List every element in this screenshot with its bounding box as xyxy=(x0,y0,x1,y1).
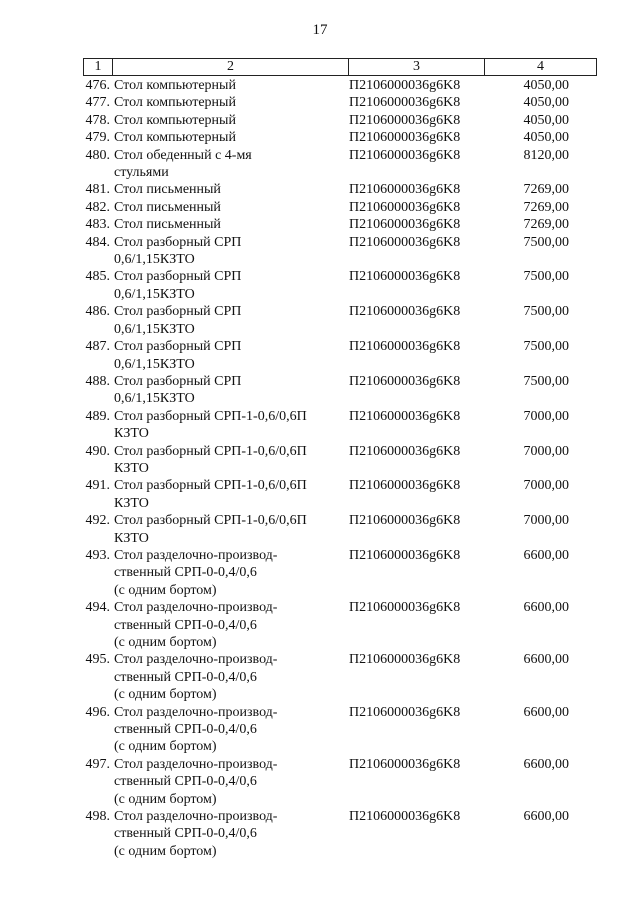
item-price: 7000,00 xyxy=(523,408,569,424)
item-code: П2106000036g6K8 xyxy=(349,756,461,772)
row-number: 498. xyxy=(85,809,110,825)
item-price: 6600,00 xyxy=(523,756,569,772)
row-number: 478. xyxy=(85,112,110,128)
item-code: П2106000036g6K8 xyxy=(349,373,461,389)
item-name: Стол письменный xyxy=(114,217,221,233)
item-code: П2106000036g6K8 xyxy=(349,112,461,128)
table-row xyxy=(83,512,597,547)
item-name: Стол компьютерный xyxy=(114,112,236,128)
item-name: Стол разборный СРП-1-0,6/0,6П КЗТО xyxy=(114,443,307,476)
item-price: 4050,00 xyxy=(523,112,569,128)
row-number: 481. xyxy=(85,182,110,198)
row-number: 484. xyxy=(85,234,110,250)
item-code: П2106000036g6K8 xyxy=(349,809,461,825)
row-number: 490. xyxy=(85,443,110,459)
table-row xyxy=(83,808,597,860)
item-code: П2106000036g6K8 xyxy=(349,600,461,616)
item-name: Стол компьютерный xyxy=(114,95,236,111)
item-name: Стол разделочно-производ- ственный СРП-0-0,4/0,6 (с одним бортом) xyxy=(114,547,278,598)
item-price: 6600,00 xyxy=(523,809,569,825)
table-row xyxy=(83,443,597,478)
item-name: Стол разделочно-производ- ственный СРП-0-0,4/0,6 (с одним бортом) xyxy=(114,600,278,650)
table-row xyxy=(83,77,597,94)
header-col-1: 1 xyxy=(84,59,113,75)
item-price: 6600,00 xyxy=(523,600,569,616)
row-number: 482. xyxy=(85,199,110,215)
table-row xyxy=(83,129,597,146)
item-price: 7000,00 xyxy=(523,478,569,494)
row-number: 476. xyxy=(85,78,110,93)
item-name: Стол письменный xyxy=(114,199,221,215)
item-price: 4050,00 xyxy=(523,95,569,111)
row-number: 480. xyxy=(85,147,110,163)
table-body xyxy=(83,77,597,860)
item-name: Стол разделочно-производ- ственный СРП-0-0,4/0,6 (с одним бортом) xyxy=(114,756,278,807)
table-header xyxy=(83,58,597,76)
row-number: 491. xyxy=(85,478,110,494)
item-code: П2106000036g6K8 xyxy=(349,513,461,529)
item-price: 7500,00 xyxy=(523,234,569,250)
item-price: 6600,00 xyxy=(523,547,569,563)
item-name: Стол компьютерный xyxy=(114,78,236,93)
item-name: Стол компьютерный xyxy=(114,130,236,146)
item-price: 7500,00 xyxy=(523,339,569,355)
row-number: 495. xyxy=(85,652,110,668)
table-row xyxy=(83,216,597,233)
table-row xyxy=(83,199,597,216)
item-code: П2106000036g6K8 xyxy=(349,182,461,198)
item-code: П2106000036g6K8 xyxy=(349,339,461,355)
header-col-3: 3 xyxy=(349,59,485,75)
table-row xyxy=(83,704,597,756)
row-number: 477. xyxy=(85,95,110,111)
item-name: Стол разборный СРП 0,6/1,15КЗТО xyxy=(114,269,242,302)
table-row xyxy=(83,756,597,808)
item-price: 4050,00 xyxy=(523,130,569,146)
table-row xyxy=(83,112,597,129)
item-price: 7269,00 xyxy=(523,217,569,233)
table-row xyxy=(83,234,597,269)
item-code: П2106000036g6K8 xyxy=(349,130,461,146)
item-name: Стол разделочно-производ- ственный СРП-0-0,4/0,6 (с одним бортом) xyxy=(114,704,278,755)
table-row xyxy=(83,547,597,599)
page-number: 17 xyxy=(312,22,328,38)
row-number: 485. xyxy=(85,269,110,285)
row-number: 483. xyxy=(85,217,110,233)
item-price: 7500,00 xyxy=(523,304,569,320)
item-price: 7500,00 xyxy=(523,269,569,285)
item-name: Стол письменный xyxy=(114,182,221,198)
item-name: Стол разборный СРП-1-0,6/0,6П КЗТО xyxy=(114,478,307,511)
item-name: Стол разборный СРП-1-0,6/0,6П КЗТО xyxy=(114,408,307,442)
item-code: П2106000036g6K8 xyxy=(349,304,461,320)
item-price: 7000,00 xyxy=(523,443,569,459)
row-number: 488. xyxy=(85,373,110,389)
item-code: П2106000036g6K8 xyxy=(349,443,461,459)
row-number: 494. xyxy=(85,600,110,616)
item-name: Стол разделочно-производ- ственный СРП-0-0,4/0,6 (с одним бортом) xyxy=(114,809,278,859)
table-row xyxy=(83,338,597,373)
table-row xyxy=(83,303,597,338)
item-price: 8120,00 xyxy=(523,147,569,163)
table-row xyxy=(83,651,597,703)
table-row xyxy=(83,408,597,443)
row-number: 492. xyxy=(85,513,110,529)
table-row xyxy=(83,373,597,408)
item-price: 7269,00 xyxy=(523,182,569,198)
table-row xyxy=(83,181,597,198)
item-code: П2106000036g6K8 xyxy=(349,269,461,285)
item-price: 7000,00 xyxy=(523,513,569,529)
row-number: 493. xyxy=(85,547,110,563)
item-code: П2106000036g6K8 xyxy=(349,408,461,424)
item-price: 7500,00 xyxy=(523,373,569,389)
item-code: П2106000036g6K8 xyxy=(349,217,461,233)
item-price: 7269,00 xyxy=(523,199,569,215)
row-number: 496. xyxy=(85,704,110,720)
item-code: П2106000036g6K8 xyxy=(349,95,461,111)
table-row xyxy=(83,477,597,512)
item-name: Стол разборный СРП 0,6/1,15КЗТО xyxy=(114,304,242,337)
row-number: 486. xyxy=(85,304,110,320)
item-name: Стол обеденный с 4-мя стульями xyxy=(114,147,252,181)
table-row xyxy=(83,268,597,303)
item-name: Стол разборный СРП 0,6/1,15КЗТО xyxy=(114,339,242,372)
item-code: П2106000036g6K8 xyxy=(349,547,461,563)
item-code: П2106000036g6K8 xyxy=(349,652,461,668)
table-row xyxy=(83,599,597,651)
table-row xyxy=(83,94,597,111)
item-code: П2106000036g6K8 xyxy=(349,234,461,250)
item-code: П2106000036g6K8 xyxy=(349,78,461,93)
row-number: 487. xyxy=(85,339,110,355)
header-col-2: 2 xyxy=(113,59,349,75)
row-number: 479. xyxy=(85,130,110,146)
item-name: Стол разделочно-производ- ственный СРП-0-0,4/0,6 (с одним бортом) xyxy=(114,652,278,703)
item-price: 6600,00 xyxy=(523,704,569,720)
row-number: 489. xyxy=(85,408,110,424)
item-price: 6600,00 xyxy=(523,652,569,668)
item-code: П2106000036g6K8 xyxy=(349,199,461,215)
item-code: П2106000036g6K8 xyxy=(349,704,461,720)
item-price: 4050,00 xyxy=(523,78,569,93)
table-row xyxy=(83,147,597,182)
header-col-4: 4 xyxy=(537,59,544,74)
item-code: П2106000036g6K8 xyxy=(349,478,461,494)
item-name: Стол разборный СРП 0,6/1,15КЗТО xyxy=(114,234,242,268)
item-name: Стол разборный СРП-1-0,6/0,6П КЗТО xyxy=(114,513,307,546)
item-name: Стол разборный СРП 0,6/1,15КЗТО xyxy=(114,373,242,407)
row-number: 497. xyxy=(85,756,110,772)
item-code: П2106000036g6K8 xyxy=(349,147,461,163)
